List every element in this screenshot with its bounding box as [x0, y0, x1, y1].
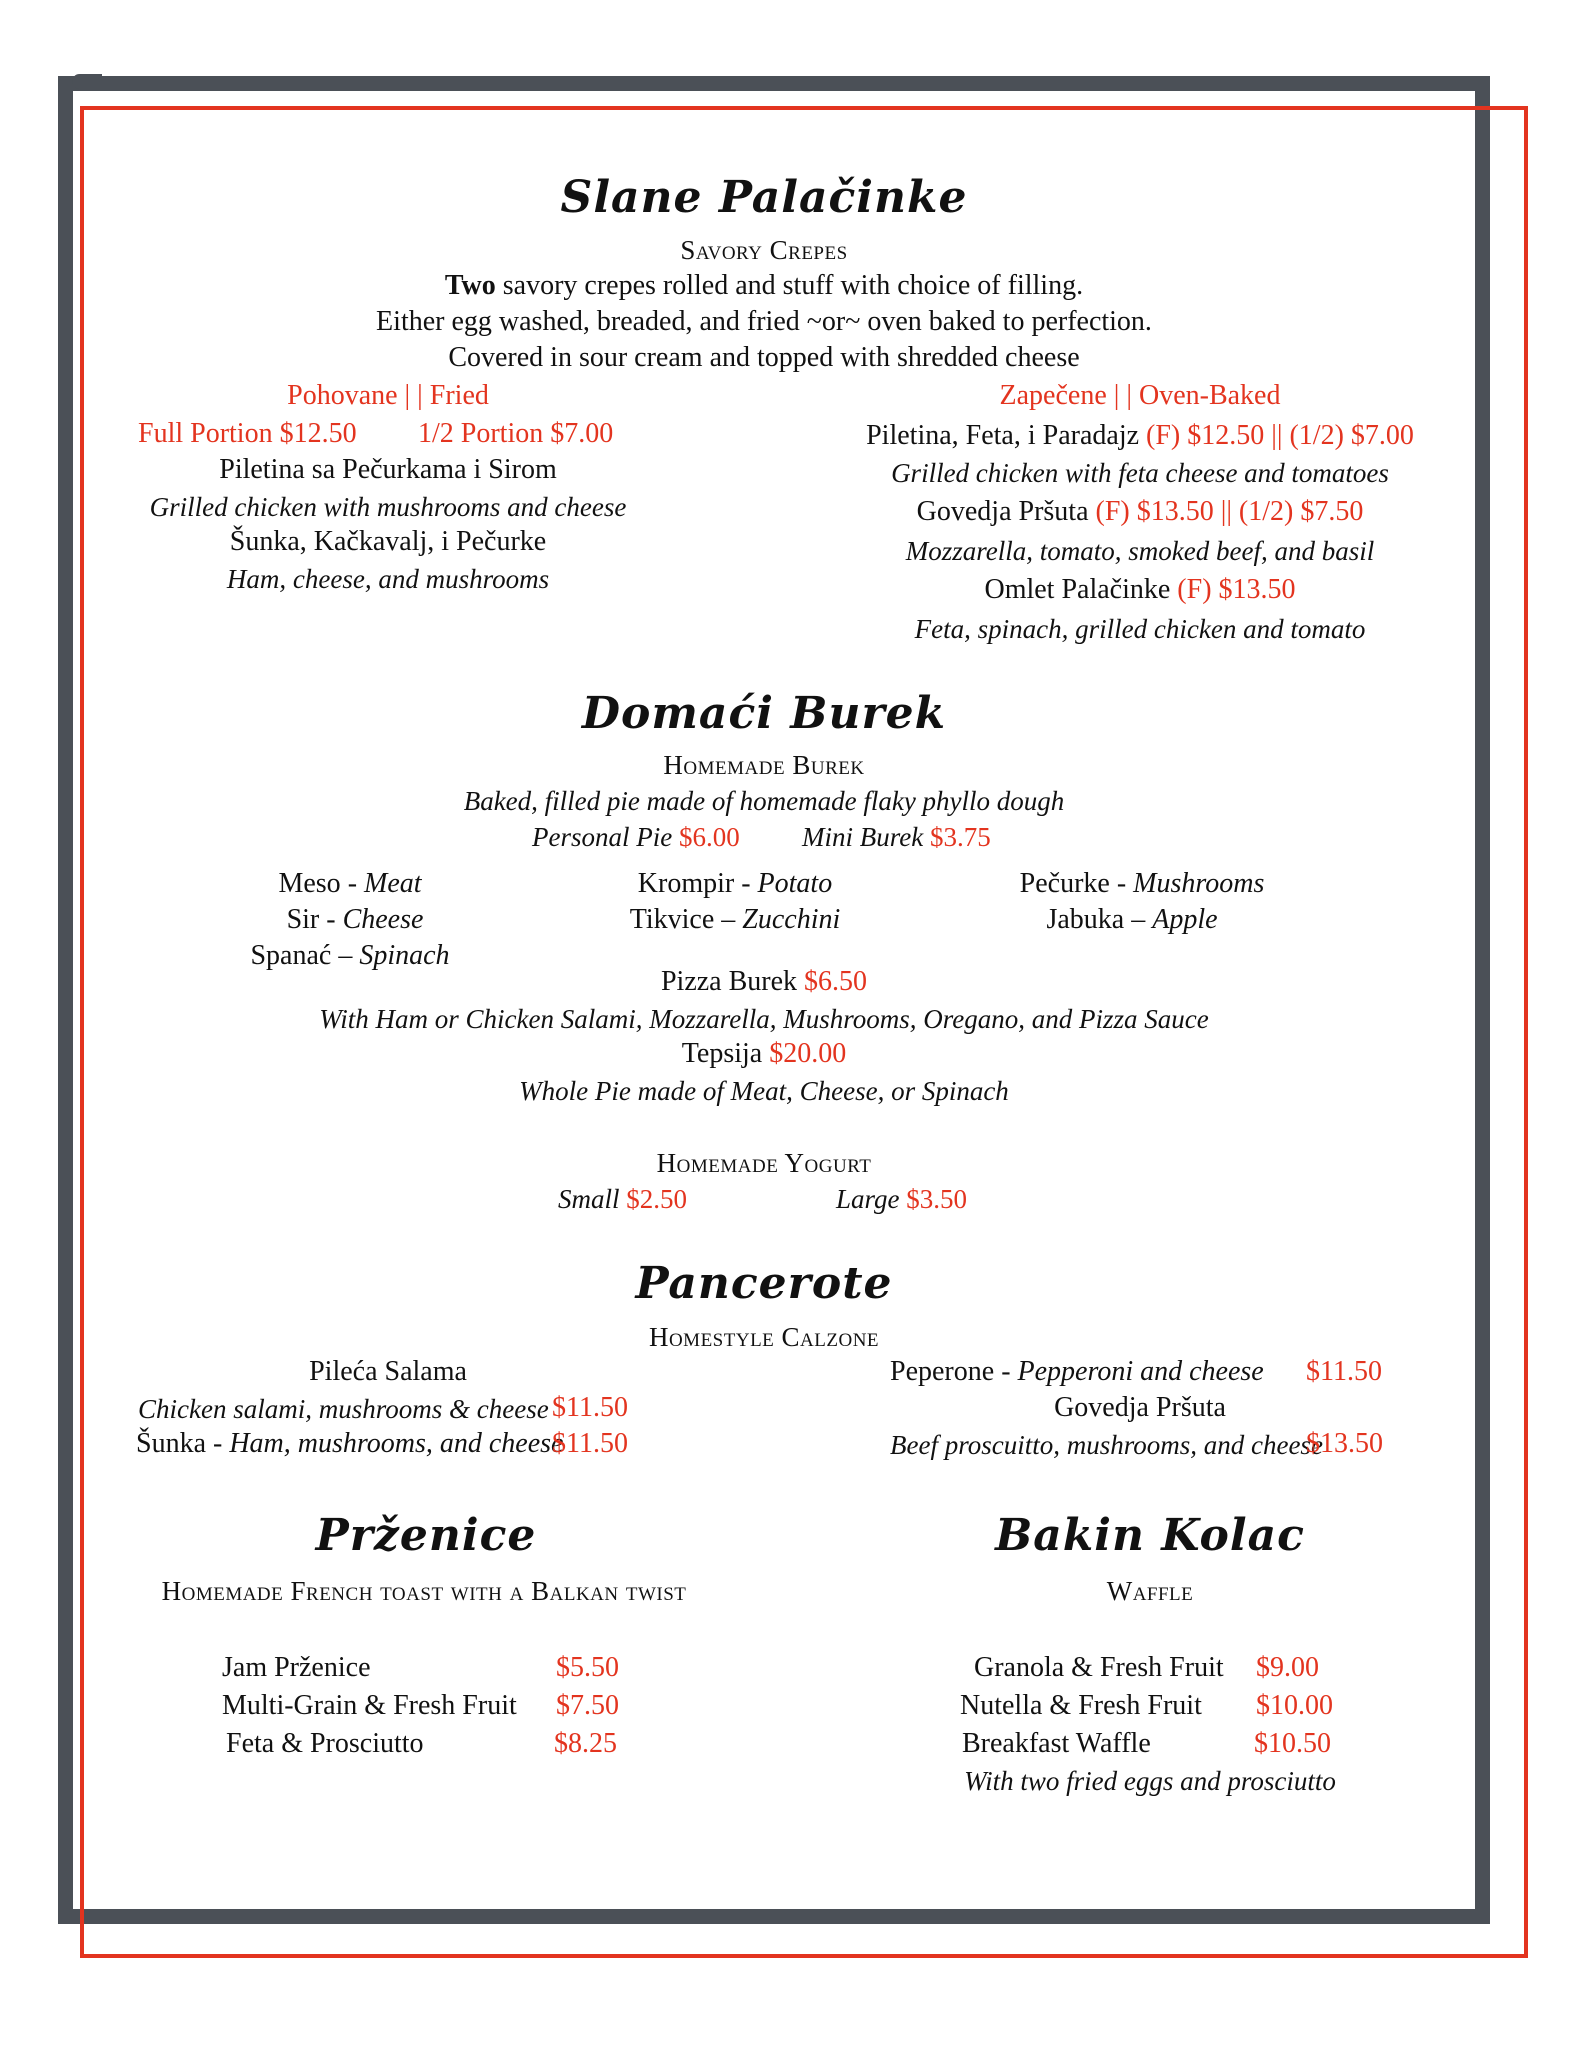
- tepsija-name: Tepsija: [681, 1038, 763, 1069]
- baked-item-1: [866, 420, 1414, 452]
- pancerote-left-price: $11.50: [552, 1392, 628, 1423]
- pancerote-left-name: Pileća Salama: [309, 1356, 467, 1387]
- pancerote-left2-price: $11.50: [552, 1428, 628, 1459]
- yogurt-small: [558, 1184, 687, 1215]
- waffle-item-2-name: Nutella & Fresh Fruit: [960, 1690, 1202, 1721]
- baked-item-3-price: (F) $13.50: [1177, 574, 1296, 605]
- crepes-intro-text: savory crepes rolled and stuff with choice of filling.: [495, 270, 1084, 301]
- filling-english: Cheese: [342, 904, 424, 935]
- filling-english: Apple: [1152, 904, 1218, 935]
- filling-name: Jabuka: [1046, 904, 1125, 935]
- pancerote-right-name: Peperone: [890, 1356, 995, 1387]
- filling-name: Pečurke: [1019, 868, 1110, 899]
- waffle-subtitle: Waffle: [1106, 1576, 1194, 1606]
- waffle-item-2-price: $10.00: [1256, 1690, 1333, 1721]
- pancerote-right2-desc: Beef proscuitto, mushrooms, and cheese: [890, 1430, 1323, 1460]
- baked-item-1-price: (F) $12.50 || (1/2) $7.00: [1146, 420, 1414, 451]
- baked-item-2-desc: Mozzarella, tomato, smoked beef, and basil: [905, 536, 1375, 566]
- filling-apple: [1046, 904, 1217, 936]
- baked-item-2-name: Govedja Pršuta: [916, 496, 1089, 527]
- pizza-burek-name: Pizza Burek: [660, 966, 798, 997]
- pancerote-right-desc: Pepperoni and cheese: [1017, 1356, 1264, 1387]
- filling-english: Meat: [364, 868, 422, 899]
- przenice-title: Prženice: [315, 1510, 537, 1561]
- filling-name: Krompir: [637, 868, 735, 899]
- waffle-item-1-price: $9.00: [1256, 1652, 1319, 1683]
- yogurt-heading: Homemade Yogurt: [656, 1148, 872, 1178]
- filling-potato: [638, 868, 832, 900]
- filling-spinach: [250, 940, 449, 972]
- waffle-note: With two fried eggs and prosciutto: [964, 1766, 1336, 1796]
- pancerote-right-price: $11.50: [1306, 1356, 1382, 1387]
- przenice-item-1-name: Jam Prženice: [222, 1652, 371, 1683]
- filling-cheese: [287, 904, 424, 936]
- filling-english: Potato: [757, 868, 833, 899]
- fried-full-portion: Full Portion $12.50: [138, 418, 357, 449]
- przenice-item-1-price: $5.50: [556, 1652, 619, 1683]
- baked-item-3-name: Omlet Palačinke: [984, 574, 1171, 605]
- pancerote-title: Pancerote: [635, 1258, 893, 1309]
- fried-item-2-desc: Ham, cheese, and mushrooms: [226, 564, 550, 594]
- przenice-item-2-name: Multi-Grain & Fresh Fruit: [222, 1690, 517, 1721]
- burek-title: Domaći Burek: [581, 688, 947, 739]
- pancerote-left-desc: Chicken salami, mushrooms & cheese: [138, 1394, 549, 1424]
- przenice-subtitle: Homemade French toast with a Balkan twist: [161, 1576, 687, 1606]
- przenice-item-3-price: $8.25: [554, 1728, 617, 1759]
- baked-heading: Zapečene | | Oven-Baked: [999, 380, 1281, 411]
- przenice-item-3-name: Feta & Prosciutto: [226, 1728, 424, 1759]
- pancerote-right2-price: $13.50: [1306, 1428, 1383, 1459]
- filling-separator: –: [331, 940, 360, 971]
- waffle-item-3-price: $10.50: [1254, 1728, 1331, 1759]
- burek-description: Baked, filled pie made of homemade flaky phyllo dough: [463, 786, 1065, 816]
- fried-item-1: Piletina sa Pečurkama i Sirom: [219, 454, 557, 485]
- personal-pie-label: Personal Pie: [532, 822, 673, 852]
- waffle-item-3-name: Breakfast Waffle: [962, 1728, 1151, 1759]
- filling-name: Tikvice: [629, 904, 715, 935]
- pancerote-left2-name: Šunka: [136, 1428, 206, 1459]
- fried-item-2: Šunka, Kačkavalj, i Pečurke: [229, 526, 547, 557]
- filling-name: Sir: [286, 904, 320, 935]
- filling-separator: –: [714, 904, 743, 935]
- yogurt-large: [836, 1184, 967, 1215]
- fried-heading: Pohovane | | Fried: [287, 380, 489, 411]
- yogurt-small-price: $2.50: [626, 1184, 688, 1214]
- filling-english: Mushrooms: [1133, 868, 1265, 899]
- crepes-intro-line-2: Either egg washed, breaded, and fried ~or~ oven baked to perfection.: [376, 306, 1152, 337]
- filling-english: Zucchini: [742, 904, 841, 935]
- baked-item-2: [917, 496, 1364, 528]
- baked-item-1-name: Piletina, Feta, i Paradajz: [866, 420, 1140, 451]
- fried-item-1-desc: Grilled chicken with mushrooms and cheese: [149, 492, 627, 522]
- baked-item-3: [984, 574, 1295, 606]
- brush-stroke-decoration: [72, 74, 102, 89]
- filling-separator: -: [340, 868, 365, 899]
- tepsija-price: $20.00: [769, 1038, 847, 1069]
- crepes-intro-bold: Two: [444, 270, 496, 301]
- yogurt-large-label: Large: [836, 1184, 900, 1214]
- crepes-subtitle: Savory Crepes: [680, 235, 848, 265]
- pancerote-subtitle: Homestyle Calzone: [648, 1322, 880, 1352]
- burek-personal-pie: [532, 822, 740, 853]
- fried-half-portion: 1/2 Portion $7.00: [418, 418, 614, 449]
- pizza-burek-price: $6.50: [804, 966, 868, 997]
- baked-item-3-desc: Feta, spinach, grilled chicken and tomato: [914, 614, 1366, 644]
- crepes-intro-line-3: Covered in sour cream and topped with shredded cheese: [448, 342, 1080, 373]
- waffle-item-1-name: Granola & Fresh Fruit: [974, 1652, 1224, 1683]
- filling-separator: -: [1109, 868, 1134, 899]
- filling-name: Spanać: [250, 940, 332, 971]
- filling-name: Meso: [278, 868, 341, 899]
- filling-mushrooms: [1020, 868, 1265, 900]
- filling-separator: -: [734, 868, 758, 899]
- tepsija-desc: Whole Pie made of Meat, Cheese, or Spinach: [519, 1076, 1009, 1106]
- mini-burek-label: Mini Burek: [802, 822, 924, 852]
- baked-item-1-desc: Grilled chicken with feta cheese and tomatoes: [891, 458, 1389, 488]
- filling-meat: [278, 868, 421, 900]
- crepes-intro-line-1: [445, 270, 1083, 302]
- yogurt-large-price: $3.50: [906, 1184, 968, 1214]
- pizza-burek: [661, 966, 867, 998]
- mini-burek-price: $3.75: [929, 822, 991, 852]
- waffle-title: Bakin Kolac: [995, 1510, 1305, 1561]
- pancerote-left2: Šunka - Ham, mushrooms, and cheese: [136, 1428, 564, 1459]
- baked-item-2-price: (F) $13.50 || (1/2) $7.50: [1095, 496, 1364, 527]
- pancerote-right2-name: Govedja Pršuta: [1054, 1392, 1226, 1423]
- przenice-item-2-price: $7.50: [556, 1690, 619, 1721]
- tepsija: [682, 1038, 846, 1070]
- burek-mini: [802, 822, 991, 853]
- filling-english: Spinach: [359, 940, 450, 971]
- pizza-burek-desc: With Ham or Chicken Salami, Mozzarella, Mushrooms, Oregano, and Pizza Sauce: [319, 1004, 1209, 1034]
- crepes-title: Slane Palačinke: [560, 172, 968, 223]
- burek-subtitle: Homemade Burek: [663, 750, 865, 780]
- filling-separator: –: [1124, 904, 1153, 935]
- personal-pie-price: $6.00: [678, 822, 740, 852]
- filling-zucchini: [630, 904, 841, 936]
- pancerote-left2-desc: Ham, mushrooms, and cheese: [229, 1428, 564, 1459]
- filling-separator: -: [319, 904, 343, 935]
- pancerote-right: Peperone - Pepperoni and cheese: [890, 1356, 1264, 1387]
- yogurt-small-label: Small: [558, 1184, 620, 1214]
